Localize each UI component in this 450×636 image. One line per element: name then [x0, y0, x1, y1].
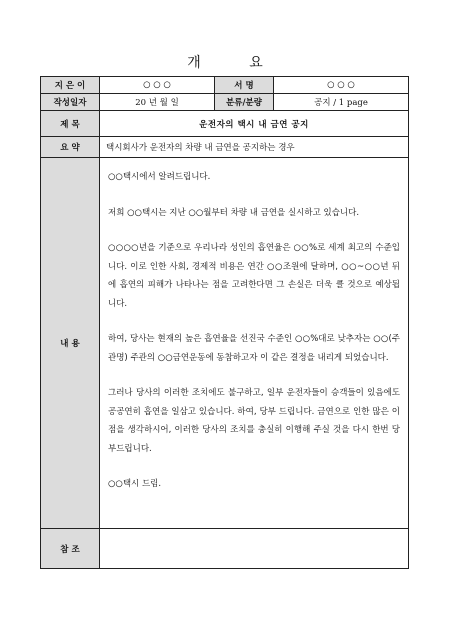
content-paragraph: 저희 ○○택시는 지난 ○○월부터 차량 내 금연을 실시하고 있습니다.: [108, 207, 360, 218]
signature-value: ○ ○ ○: [274, 77, 409, 94]
date-value: 20 년 월 일: [100, 94, 215, 111]
reference-value: [100, 529, 409, 569]
summary-row: [41, 137, 409, 158]
category-value: 공지 / 1 page: [274, 94, 409, 111]
content-paragraph: ○○○○년을 기준으로 우리나라 성인의 흡연율은 ○○%로 세계 최고의 수준입니다. 이로 인한 사회, 경제적 비용은 연간 ○○조원에 달하며, ○○~○○년 뒤에 흡연의 피해가 나타나는 점을 고려한다면 그 손실은 더욱 클 것으로 예상됩니다.: [108, 243, 400, 309]
content-paragraph: 하여, 당사는 현재의 높은 흡연율을 선진국 수준인 ○○%대로 낮추자는 ○○(주관명) 주관의 ○○금연운동에 동참하고자 이 같은 결정을 내리게 되었습니다.: [108, 334, 400, 363]
subject-row: [41, 111, 409, 137]
category-label: 분류/분량: [215, 94, 274, 111]
content-paragraph: 그러나 당사의 이러한 조치에도 불구하고, 일부 운전자들이 승객들이 있음에도 공공연히 흡연을 일삼고 있습니다. 하여, 당부 드립니다. 금연으로 인한 많은 이점을 생각하시어, 이러한 당사의 조치를 충실히 이행해 주실 것을 다시 한번 당부드립니다.: [108, 388, 400, 454]
author-value: ○ ○ ○: [100, 77, 215, 94]
date-row: [41, 94, 409, 111]
document-form-table: [40, 76, 409, 569]
author-label: 지 은 이: [41, 77, 100, 94]
reference-row: [41, 529, 409, 569]
subject-label: 제 목: [41, 111, 100, 137]
summary-label: 요 약: [41, 137, 100, 158]
date-label: 작성일자: [41, 94, 100, 111]
content-label: 내 용: [41, 158, 100, 529]
content-body: [100, 158, 409, 529]
summary-value: 택시회사가 운전자의 차량 내 금연을 공지하는 경우: [100, 137, 409, 158]
subject-value: 운전자의 택시 내 금연 공지: [100, 111, 409, 137]
content-paragraph: ○○택시에서 알려드립니다.: [108, 172, 211, 182]
reference-label: 참 조: [41, 529, 100, 569]
content-row: [41, 158, 409, 529]
content-paragraph: ○○택시 드림.: [108, 479, 162, 489]
author-row: [41, 77, 409, 94]
signature-label: 서 명: [215, 77, 274, 94]
document-title: 개 요: [187, 55, 285, 71]
